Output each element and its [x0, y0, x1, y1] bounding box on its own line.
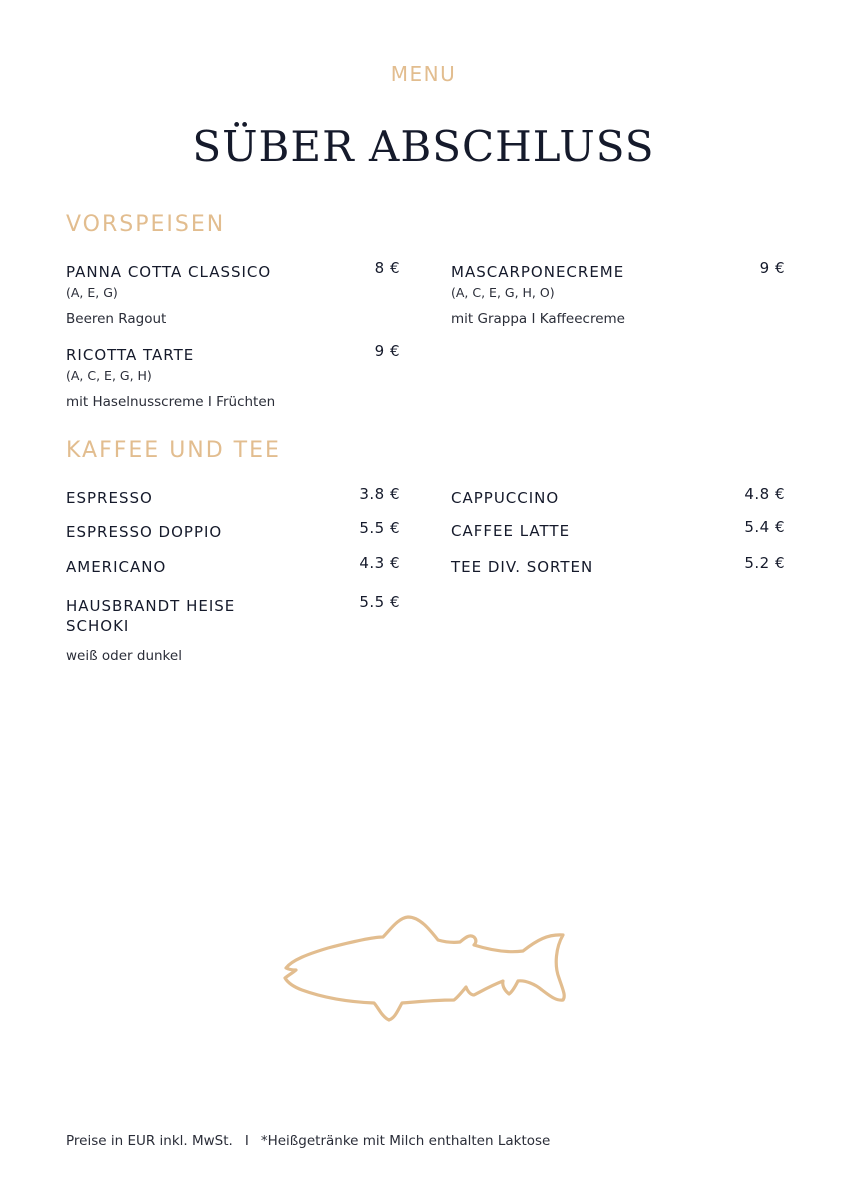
- item-allergens: (A, C, E, G, H): [66, 368, 152, 383]
- menu-item-espresso: [66, 485, 400, 508]
- item-description: mit Grappa I Kaffeecreme: [451, 311, 625, 327]
- section-title-kaffee-und-tee: KAFFEE UND TEE: [66, 438, 281, 463]
- item-price: 5.5 €: [359, 519, 400, 537]
- item-description: Beeren Ragout: [66, 311, 167, 327]
- menu-item-espresso-doppio: [66, 519, 400, 542]
- item-name: TEE DIV. SORTEN: [451, 558, 594, 576]
- prices-note: Preise in EUR inkl. MwSt.: [66, 1133, 233, 1149]
- item-name: MASCARPONECREME: [451, 263, 625, 281]
- item-name: HAUSBRANDT HEISE SCHOKI: [66, 597, 236, 635]
- item-price: 5.5 €: [359, 593, 400, 611]
- menu-item-panna-cotta: [66, 259, 400, 327]
- item-name: CAPPUCCINO: [451, 489, 560, 507]
- page-title: SÜBER ABSCHLUSS: [192, 122, 655, 171]
- item-name: ESPRESSO: [66, 489, 153, 507]
- item-price: 4.8 €: [744, 485, 785, 503]
- lactose-note: *Heißgetränke mit Milch enthalten Laktose: [260, 1133, 551, 1149]
- menu-item-americano: [66, 554, 400, 577]
- item-price: 9 €: [374, 342, 400, 360]
- fish-icon: [280, 910, 570, 1025]
- menu-item-tee: [451, 554, 785, 577]
- menu-item-mascarponecreme: [451, 259, 785, 327]
- item-allergens: (A, E, G): [66, 285, 118, 300]
- menu-item-cappuccino: [451, 485, 785, 508]
- item-name: CAFFEE LATTE: [451, 522, 571, 540]
- item-price: 8 €: [374, 259, 400, 277]
- menu-kicker: MENU: [390, 62, 457, 86]
- item-name: PANNA COTTA CLASSICO: [66, 263, 272, 281]
- footer-separator: I: [244, 1133, 249, 1149]
- item-name: AMERICANO: [66, 558, 167, 576]
- menu-item-hausbrandt-schoki: [66, 593, 400, 664]
- section-title-vorspeisen: VORSPEISEN: [66, 212, 226, 237]
- footer-note: [66, 1133, 550, 1149]
- item-description: mit Haselnusscreme I Früchten: [66, 394, 276, 410]
- menu-item-ricotta-tarte: [66, 342, 400, 410]
- item-price: 5.2 €: [744, 554, 785, 572]
- menu-item-caffee-latte: [451, 518, 785, 541]
- item-price: 3.8 €: [359, 485, 400, 503]
- item-price: 9 €: [759, 259, 785, 277]
- item-description: weiß oder dunkel: [66, 648, 182, 664]
- item-price: 5.4 €: [744, 518, 785, 536]
- item-name: RICOTTA TARTE: [66, 346, 195, 364]
- item-allergens: (A, C, E, G, H, O): [451, 285, 555, 300]
- item-name: ESPRESSO DOPPIO: [66, 523, 223, 541]
- item-price: 4.3 €: [359, 554, 400, 572]
